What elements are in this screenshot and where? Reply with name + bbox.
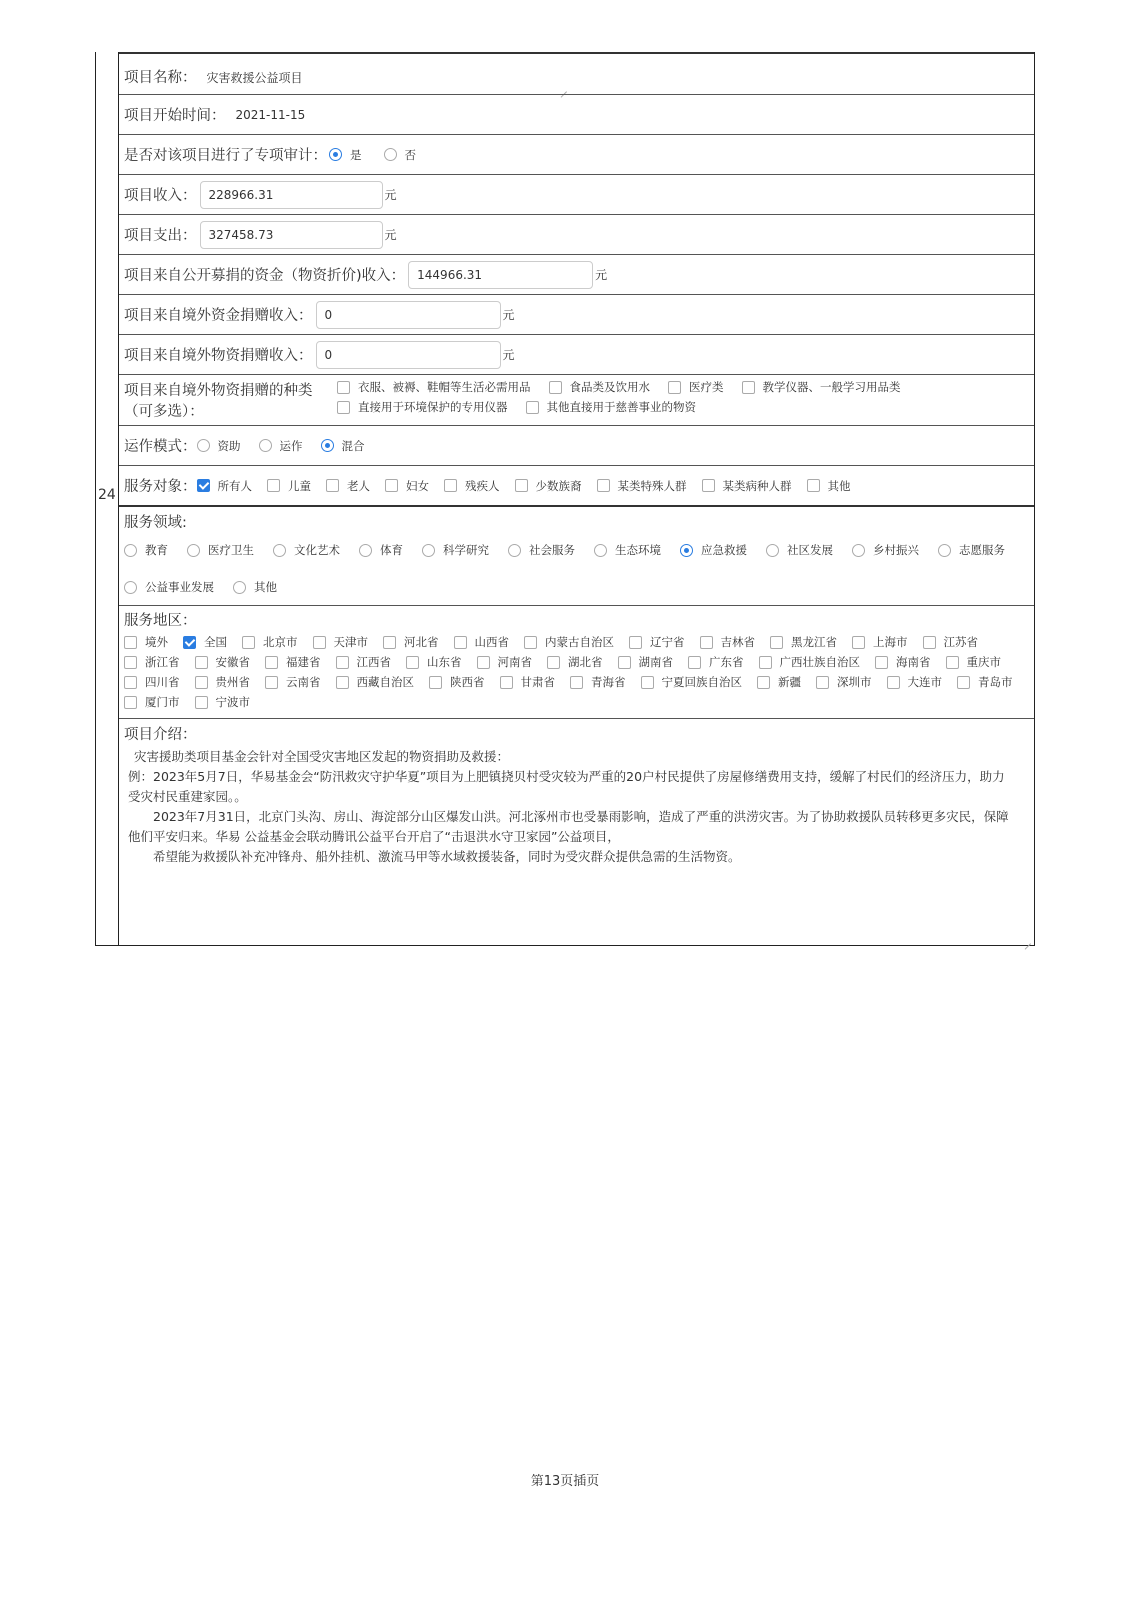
radio-icon[interactable] — [508, 544, 521, 557]
radio-icon[interactable] — [233, 581, 246, 594]
service-region-option[interactable]: 吉林省 — [700, 634, 756, 650]
checkbox-icon[interactable] — [887, 676, 900, 689]
checkbox-icon[interactable] — [807, 479, 820, 492]
page-footer: 第13页插页 — [530, 1474, 600, 1489]
checkbox-icon[interactable] — [757, 676, 770, 689]
service-region-option[interactable]: 境外 — [124, 634, 168, 650]
project-intro-label: 项目介绍： — [124, 727, 197, 743]
radio-icon[interactable] — [384, 148, 397, 161]
service-field-option[interactable]: 应急救援 — [680, 542, 747, 558]
service-field-option[interactable]: 教育 — [124, 542, 168, 558]
service-field-option[interactable]: 社区发展 — [766, 542, 833, 558]
project-name-row — [119, 52, 1034, 94]
service-regions-label: 服务地区： — [124, 613, 197, 629]
foreign-fund-label: 项目来自境外资金捐赠收入： — [124, 308, 313, 324]
radio-icon[interactable] — [197, 439, 210, 452]
audit-option-yes[interactable]: 是 — [329, 147, 362, 163]
checkbox-icon[interactable] — [337, 381, 350, 394]
goods-type-option[interactable]: 教学仪器、一般学习用品类 — [742, 379, 901, 395]
resize-handle-icon[interactable] — [559, 84, 567, 92]
checkbox-icon[interactable] — [688, 656, 701, 669]
checkbox-icon[interactable] — [526, 401, 539, 414]
service-region-option[interactable]: 天津市 — [313, 634, 369, 650]
radio-icon[interactable] — [766, 544, 779, 557]
audit-label: 是否对该项目进行了专项审计： — [124, 148, 327, 164]
service-region-option[interactable]: 福建省 — [265, 654, 321, 670]
service-region-option[interactable]: 甘肃省 — [500, 674, 556, 690]
service-region-option[interactable]: 广西壮族自治区 — [759, 654, 861, 670]
checkbox-icon[interactable] — [454, 636, 467, 649]
checkbox-icon[interactable] — [326, 479, 339, 492]
service-region-option[interactable]: 辽宁省 — [629, 634, 685, 650]
income-row — [119, 174, 1034, 214]
radio-icon[interactable] — [124, 544, 137, 557]
service-region-option[interactable]: 深圳市 — [816, 674, 872, 690]
checkbox-icon[interactable] — [700, 636, 713, 649]
checkbox-icon[interactable] — [477, 656, 490, 669]
mode-option-mixed[interactable]: 混合 — [321, 438, 365, 454]
goods-types-label-note: （可多选）： — [124, 404, 204, 420]
checkbox-icon[interactable] — [957, 676, 970, 689]
radio-icon[interactable] — [259, 439, 272, 452]
goods-type-option[interactable]: 食品类及饮用水 — [549, 379, 651, 395]
radio-icon[interactable] — [594, 544, 607, 557]
service-target-option[interactable]: 某类特殊人群 — [597, 478, 687, 494]
service-target-option[interactable]: 所有人 — [197, 478, 253, 494]
checkbox-icon[interactable] — [195, 656, 208, 669]
service-region-option[interactable]: 宁波市 — [195, 694, 251, 710]
service-region-option[interactable]: 山东省 — [406, 654, 462, 670]
checkbox-icon[interactable] — [547, 656, 560, 669]
start-time-field[interactable]: 2021-11-15 — [235, 107, 306, 122]
foreign-goods-unit: 元 — [502, 348, 515, 362]
checkbox-icon[interactable] — [336, 676, 349, 689]
checkbox-icon[interactable] — [770, 636, 783, 649]
mode-option-operate[interactable]: 运作 — [259, 438, 303, 454]
service-region-option[interactable]: 大连市 — [887, 674, 943, 690]
service-region-option[interactable]: 内蒙古自治区 — [524, 634, 614, 650]
goods-type-option[interactable]: 医疗类 — [668, 379, 724, 395]
service-target-option[interactable]: 少数族裔 — [515, 478, 582, 494]
radio-icon[interactable] — [124, 581, 137, 594]
start-time-row — [119, 94, 1034, 134]
checkbox-icon[interactable] — [265, 676, 278, 689]
checkbox-icon[interactable] — [549, 381, 562, 394]
service-region-option[interactable]: 海南省 — [875, 654, 931, 670]
expense-row — [119, 214, 1034, 254]
public-fund-label: 项目来自公开募捐的资金（物资折价)收入： — [124, 268, 406, 284]
checkbox-checked-icon[interactable] — [197, 479, 210, 492]
checkbox-icon[interactable] — [267, 479, 280, 492]
radio-icon[interactable] — [187, 544, 200, 557]
public-fund-row — [119, 254, 1034, 294]
service-region-option[interactable]: 江苏省 — [923, 634, 979, 650]
service-target-option[interactable]: 某类病种人群 — [702, 478, 792, 494]
checkbox-icon[interactable] — [946, 656, 959, 669]
radio-selected-icon[interactable] — [321, 439, 334, 452]
checkbox-icon[interactable] — [195, 696, 208, 709]
checkbox-icon[interactable] — [570, 676, 583, 689]
foreign-goods-input[interactable]: 0 — [316, 341, 501, 369]
row-number-column — [96, 52, 119, 945]
project-name-field[interactable]: 灾害救援公益项目 — [206, 71, 303, 85]
checkbox-icon[interactable] — [702, 479, 715, 492]
radio-selected-icon[interactable] — [680, 544, 693, 557]
goods-type-option[interactable]: 直接用于环境保护的专用仪器 — [337, 399, 508, 415]
checkbox-icon[interactable] — [406, 656, 419, 669]
service-regions-row — [119, 605, 1034, 718]
checkbox-icon[interactable] — [515, 479, 528, 492]
service-region-option[interactable]: 青海省 — [570, 674, 626, 690]
checkbox-icon[interactable] — [816, 676, 829, 689]
resize-handle-icon[interactable] — [1023, 936, 1031, 944]
checkbox-icon[interactable] — [597, 479, 610, 492]
service-target-option[interactable]: 妇女 — [385, 478, 429, 494]
service-region-option[interactable]: 云南省 — [265, 674, 321, 690]
checkbox-icon[interactable] — [742, 381, 755, 394]
service-field-option[interactable]: 体育 — [359, 542, 403, 558]
service-region-option[interactable]: 全国 — [183, 634, 227, 650]
income-input[interactable]: 228966.31 — [200, 181, 383, 209]
service-field-option[interactable]: 其他 — [233, 579, 277, 595]
checkbox-icon[interactable] — [124, 636, 137, 649]
service-region-option[interactable]: 山西省 — [454, 634, 510, 650]
service-region-option[interactable]: 广东省 — [688, 654, 744, 670]
service-region-option[interactable]: 宁夏回族自治区 — [641, 674, 743, 690]
audit-option-no[interactable]: 否 — [384, 147, 417, 163]
service-region-option[interactable]: 青岛市 — [957, 674, 1013, 690]
radio-icon[interactable] — [938, 544, 951, 557]
service-region-option[interactable]: 重庆市 — [946, 654, 1002, 670]
service-targets-label: 服务对象： — [124, 479, 197, 495]
service-region-option[interactable]: 贵州省 — [195, 674, 251, 690]
service-fields-label: 服务领域: — [124, 515, 187, 531]
service-field-option[interactable]: 社会服务 — [508, 542, 575, 558]
service-field-option[interactable]: 乡村振兴 — [852, 542, 919, 558]
project-intro-textarea[interactable] — [128, 747, 1016, 867]
expense-input[interactable]: 327458.73 — [200, 221, 383, 249]
service-region-option[interactable]: 江西省 — [336, 654, 392, 670]
radio-icon[interactable] — [359, 544, 372, 557]
checkbox-icon[interactable] — [759, 656, 772, 669]
start-time-label: 项目开始时间： — [124, 108, 226, 124]
checkbox-icon[interactable] — [336, 656, 349, 669]
checkbox-icon[interactable] — [313, 636, 326, 649]
checkbox-icon[interactable] — [524, 636, 537, 649]
mode-option-grant[interactable]: 资助 — [197, 438, 241, 454]
row-number: 24 — [98, 487, 116, 503]
checkbox-icon[interactable] — [923, 636, 936, 649]
service-region-option[interactable]: 上海市 — [852, 634, 908, 650]
service-region-option[interactable]: 四川省 — [124, 674, 180, 690]
income-unit: 元 — [384, 188, 397, 202]
intro-paragraph: 灾害援助类项目基金会针对全国受灾害地区发起的物资捐助及救援： — [134, 749, 510, 764]
service-region-option[interactable]: 西藏自治区 — [336, 674, 415, 690]
mode-label: 运作模式： — [124, 439, 197, 455]
intro-paragraph: 2023年7月31日，北京门头沟、房山、海淀部分山区爆发山洪。河北涿州市也受暴雨影响，造成了严重的洪涝灾害。为了协助救援队员转移更多灾民，保障他们平安归来。华易 公益基金会联动腾讯公益平台开启了“击退洪水守卫家园”公益项目， — [128, 809, 1009, 844]
checkbox-icon[interactable] — [429, 676, 442, 689]
form-content — [119, 52, 1034, 947]
checkbox-icon[interactable] — [124, 696, 137, 709]
service-region-option[interactable]: 新疆 — [757, 674, 801, 690]
checkbox-icon[interactable] — [385, 479, 398, 492]
checkbox-checked-icon[interactable] — [183, 636, 196, 649]
service-region-option[interactable]: 陕西省 — [429, 674, 485, 690]
checkbox-icon[interactable] — [852, 636, 865, 649]
checkbox-icon[interactable] — [383, 636, 396, 649]
radio-selected-icon[interactable] — [329, 148, 342, 161]
goods-type-option[interactable]: 其他直接用于慈善事业的物资 — [526, 399, 697, 415]
service-region-option[interactable]: 湖北省 — [547, 654, 603, 670]
service-field-option[interactable]: 医疗卫生 — [187, 542, 254, 558]
checkbox-icon[interactable] — [444, 479, 457, 492]
foreign-goods-row — [119, 334, 1034, 374]
goods-types-row — [119, 374, 1034, 425]
service-target-option[interactable]: 儿童 — [267, 478, 311, 494]
public-fund-input[interactable]: 144966.31 — [408, 261, 593, 289]
service-target-option[interactable]: 其他 — [807, 478, 851, 494]
service-region-option[interactable]: 河北省 — [383, 634, 439, 650]
checkbox-icon[interactable] — [124, 656, 137, 669]
service-region-option[interactable]: 河南省 — [477, 654, 533, 670]
public-fund-unit: 元 — [595, 268, 608, 282]
radio-icon[interactable] — [422, 544, 435, 557]
foreign-fund-row — [119, 294, 1034, 334]
checkbox-icon[interactable] — [668, 381, 681, 394]
goods-types-label: 项目来自境外物资捐赠的种类 — [124, 383, 313, 399]
service-targets-row — [119, 465, 1034, 505]
service-region-option[interactable]: 北京市 — [242, 634, 298, 650]
checkbox-icon[interactable] — [875, 656, 888, 669]
project-name-label: 项目名称： — [124, 70, 197, 86]
service-field-option[interactable]: 生态环境 — [594, 542, 661, 558]
project-intro-row — [119, 718, 1034, 947]
intro-paragraph: 例：2023年5月7日，华易基金会“防汛救灾守护华夏”项目为上肥镇挠贝村受灾较为严重的20户村民提供了房屋修缮费用支持，缓解了村民们的经济压力，助力受灾村民重建家园。。 — [128, 769, 1005, 804]
service-region-option[interactable]: 安徽省 — [195, 654, 251, 670]
goods-type-option[interactable]: 衣服、被褥、鞋帽等生活必需用品 — [337, 379, 531, 395]
income-label: 项目收入： — [124, 188, 197, 204]
form-frame — [95, 52, 1035, 946]
foreign-fund-input[interactable]: 0 — [316, 301, 501, 329]
service-region-option[interactable]: 湖南省 — [618, 654, 674, 670]
intro-paragraph: 希望能为救援队补充冲锋舟、船外挂机、激流马甲等水域救援装备，同时为受灾群众提供急需的生活物资。 — [128, 849, 741, 864]
checkbox-icon[interactable] — [618, 656, 631, 669]
checkbox-icon[interactable] — [265, 656, 278, 669]
service-field-option[interactable]: 公益事业发展 — [124, 579, 214, 595]
expense-label: 项目支出： — [124, 228, 197, 244]
foreign-fund-unit: 元 — [502, 308, 515, 322]
checkbox-icon[interactable] — [500, 676, 513, 689]
service-target-option[interactable]: 老人 — [326, 478, 370, 494]
service-region-option[interactable]: 厦门市 — [124, 694, 180, 710]
checkbox-icon[interactable] — [195, 676, 208, 689]
expense-unit: 元 — [384, 228, 397, 242]
service-field-option[interactable]: 文化艺术 — [273, 542, 340, 558]
checkbox-icon[interactable] — [641, 676, 654, 689]
mode-row — [119, 425, 1034, 465]
checkbox-icon[interactable] — [124, 676, 137, 689]
service-fields-row — [119, 505, 1034, 605]
audit-row — [119, 134, 1034, 174]
service-region-option[interactable]: 浙江省 — [124, 654, 180, 670]
foreign-goods-label: 项目来自境外物资捐赠收入： — [124, 348, 313, 364]
checkbox-icon[interactable] — [242, 636, 255, 649]
service-field-option[interactable]: 科学研究 — [422, 542, 489, 558]
radio-icon[interactable] — [852, 544, 865, 557]
radio-icon[interactable] — [273, 544, 286, 557]
checkbox-icon[interactable] — [629, 636, 642, 649]
service-region-option[interactable]: 黑龙江省 — [770, 634, 837, 650]
service-field-option[interactable]: 志愿服务 — [938, 542, 1005, 558]
checkbox-icon[interactable] — [337, 401, 350, 414]
service-target-option[interactable]: 残疾人 — [444, 478, 500, 494]
